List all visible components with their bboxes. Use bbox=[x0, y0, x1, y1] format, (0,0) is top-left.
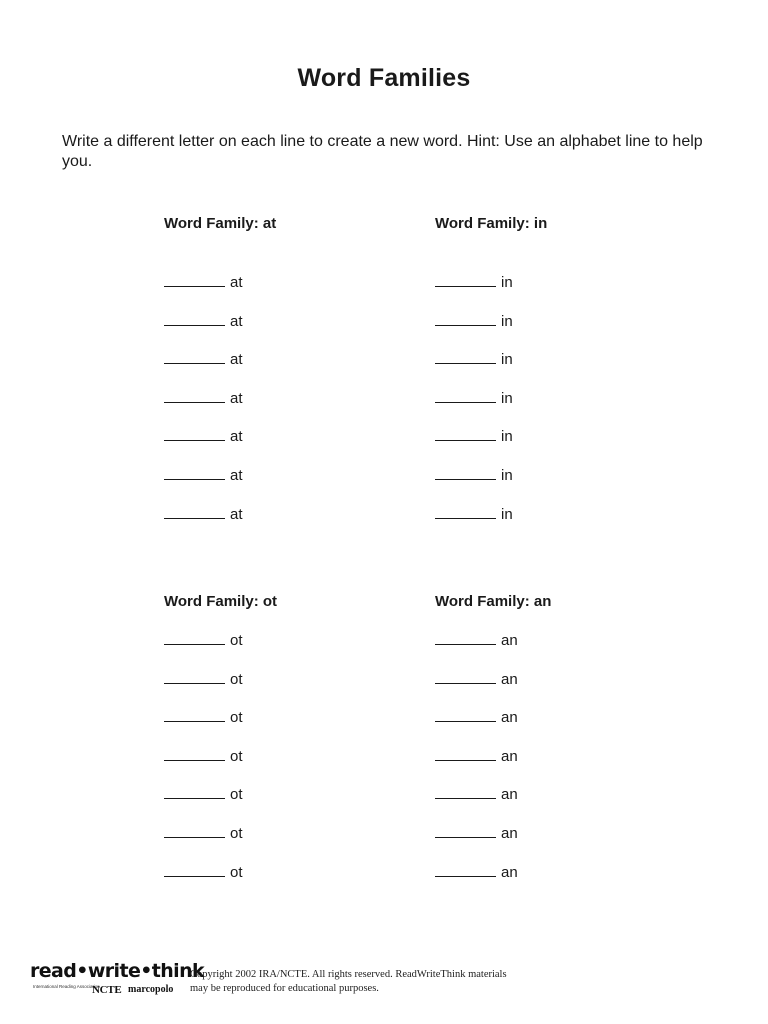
word-ending: an bbox=[501, 709, 518, 726]
word-blank-row bbox=[164, 784, 243, 804]
word-blank-row bbox=[435, 823, 518, 843]
word-family-at bbox=[164, 214, 404, 523]
word-blank-row bbox=[164, 426, 243, 446]
copyright-notice: Copyright 2002 IRA/NCTE. All rights reserved. ReadWriteThink materials may be reproduced for educational purposes. bbox=[190, 969, 507, 994]
ncte-logo-text: NCTE bbox=[92, 984, 122, 996]
blank-line[interactable] bbox=[435, 669, 496, 684]
logo-partners bbox=[30, 983, 176, 997]
blank-line[interactable] bbox=[435, 272, 496, 287]
blank-line[interactable] bbox=[164, 823, 225, 838]
blank-line[interactable] bbox=[435, 746, 496, 761]
word-ending: in bbox=[501, 351, 513, 368]
word-ending: an bbox=[501, 864, 518, 881]
blank-line[interactable] bbox=[435, 388, 496, 403]
word-blank-row bbox=[164, 862, 243, 882]
marcopolo-logo-text: marcopolo bbox=[128, 984, 174, 995]
word-ending: an bbox=[501, 786, 518, 803]
blank-line[interactable] bbox=[164, 349, 225, 364]
word-blank-row bbox=[164, 465, 243, 485]
word-ending: ot bbox=[230, 786, 243, 803]
word-blank-row bbox=[164, 388, 243, 408]
blank-line[interactable] bbox=[164, 669, 225, 684]
word-blank-row bbox=[435, 630, 518, 650]
word-family-an bbox=[435, 592, 675, 881]
word-ending: an bbox=[501, 825, 518, 842]
blank-line[interactable] bbox=[164, 272, 225, 287]
word-blank-row bbox=[164, 272, 243, 292]
word-ending: ot bbox=[230, 748, 243, 765]
word-ending: ot bbox=[230, 709, 243, 726]
word-blank-row bbox=[435, 504, 513, 524]
word-ending: ot bbox=[230, 825, 243, 842]
word-family-header: Word Family: an bbox=[435, 593, 552, 610]
word-ending: at bbox=[230, 506, 243, 523]
blank-line[interactable] bbox=[164, 311, 225, 326]
blank-line[interactable] bbox=[164, 465, 225, 480]
instructions-text: Write a different letter on each line to create a new word. Hint: Use an alphabet line to help you. bbox=[62, 133, 703, 170]
blank-line[interactable] bbox=[435, 311, 496, 326]
blank-line[interactable] bbox=[164, 784, 225, 799]
word-ending: in bbox=[501, 313, 513, 330]
readwritethink-logo bbox=[30, 960, 205, 1000]
word-blank-row bbox=[164, 823, 243, 843]
blank-line[interactable] bbox=[435, 349, 496, 364]
word-ending: at bbox=[230, 428, 243, 445]
word-blank-row bbox=[435, 426, 513, 446]
blank-line[interactable] bbox=[435, 707, 496, 722]
word-blank-row bbox=[435, 784, 518, 804]
word-ending: in bbox=[501, 467, 513, 484]
word-blank-row bbox=[164, 504, 243, 524]
ira-logo-text: International Reading Association bbox=[33, 984, 100, 989]
blank-line[interactable] bbox=[435, 426, 496, 441]
word-blank-row bbox=[164, 349, 243, 369]
word-blank-row bbox=[435, 746, 518, 766]
blank-line[interactable] bbox=[435, 630, 496, 645]
word-ending: in bbox=[501, 390, 513, 407]
word-ending: at bbox=[230, 313, 243, 330]
blank-line[interactable] bbox=[164, 746, 225, 761]
word-ending: in bbox=[501, 506, 513, 523]
blank-line[interactable] bbox=[435, 862, 496, 877]
blank-line[interactable] bbox=[164, 388, 225, 403]
word-family-header: Word Family: in bbox=[435, 215, 548, 232]
word-ending: in bbox=[501, 274, 513, 291]
word-ending: an bbox=[501, 748, 518, 765]
word-blank-row bbox=[164, 311, 243, 331]
blank-line[interactable] bbox=[435, 823, 496, 838]
word-family-in bbox=[435, 214, 675, 523]
blank-line[interactable] bbox=[164, 426, 225, 441]
word-ending: at bbox=[230, 351, 243, 368]
blank-line[interactable] bbox=[435, 465, 496, 480]
word-blank-row bbox=[435, 707, 518, 727]
word-ending: ot bbox=[230, 632, 243, 649]
word-ending: in bbox=[501, 428, 513, 445]
word-family-header: Word Family: ot bbox=[164, 593, 278, 610]
word-blank-row bbox=[164, 669, 243, 689]
blank-line[interactable] bbox=[435, 504, 496, 519]
word-blank-row bbox=[435, 388, 513, 408]
blank-line[interactable] bbox=[164, 862, 225, 877]
word-ending: at bbox=[230, 467, 243, 484]
word-family-header: Word Family: at bbox=[164, 215, 277, 232]
word-blank-row bbox=[435, 311, 513, 331]
word-blank-row bbox=[164, 707, 243, 727]
word-blank-row bbox=[435, 272, 513, 292]
word-ending: ot bbox=[230, 671, 243, 688]
word-ending: an bbox=[501, 632, 518, 649]
word-blank-row bbox=[435, 669, 518, 689]
word-ending: ot bbox=[230, 864, 243, 881]
word-ending: at bbox=[230, 274, 243, 291]
word-family-ot bbox=[164, 592, 404, 881]
word-blank-row bbox=[164, 746, 243, 766]
word-blank-row bbox=[435, 465, 513, 485]
word-ending: an bbox=[501, 671, 518, 688]
word-blank-row bbox=[164, 630, 243, 650]
blank-line[interactable] bbox=[164, 707, 225, 722]
word-blank-row bbox=[435, 862, 518, 882]
blank-line[interactable] bbox=[164, 504, 225, 519]
blank-line[interactable] bbox=[164, 630, 225, 645]
logo-wordmark: read•write•think bbox=[30, 960, 205, 982]
page-title: Word Families bbox=[297, 64, 471, 92]
word-ending: at bbox=[230, 390, 243, 407]
blank-line[interactable] bbox=[435, 784, 496, 799]
word-blank-row bbox=[435, 349, 513, 369]
